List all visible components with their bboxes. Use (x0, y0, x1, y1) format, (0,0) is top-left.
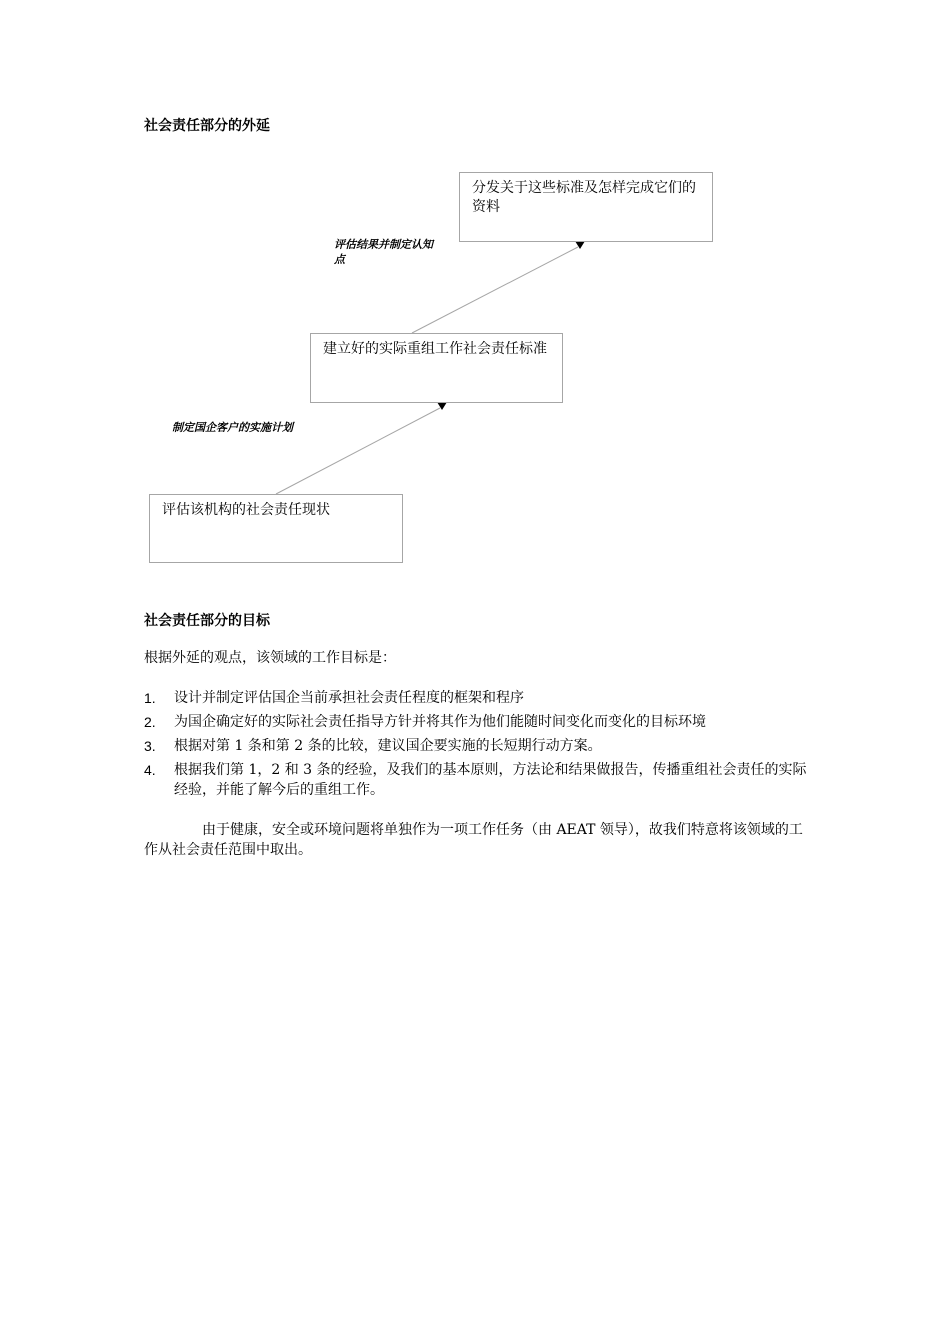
diagram-box-assess-text: 评估该机构的社会责任现状 (162, 502, 330, 518)
goal-item-1 (144, 688, 810, 708)
goal-text: 根据我们第 1，2 和 3 条的经验，及我们的基本原则，方法论和结果做报告，传播重组社会责任的实际经验，并能了解今后的重组工作。 (174, 762, 807, 798)
goal-number: 4. (144, 762, 156, 778)
section-heading-goals: 社会责任部分的目标 (144, 613, 270, 629)
diagram-box-assess (149, 494, 403, 563)
goal-item-4 (144, 760, 810, 800)
section-heading-scope: 社会责任部分的外延 (144, 118, 270, 134)
goal-number: 2. (144, 714, 156, 730)
goal-text: 设计并制定评估国企当前承担社会责任程度的框架和程序 (174, 690, 524, 706)
diagram-connectors (0, 0, 950, 600)
goal-number: 1. (144, 690, 156, 706)
goals-intro: 根据外延的观点，该领域的工作目标是： (144, 650, 396, 666)
goals-list (144, 688, 810, 804)
goal-text: 为国企确定好的实际社会责任指导方针并将其作为他们能随时间变化而变化的目标环境 (174, 714, 706, 730)
diagram-box-distribute (459, 172, 713, 242)
diagram-box-standards (310, 333, 563, 403)
goal-item-2 (144, 712, 810, 732)
closing-paragraph: 由于健康，安全或环境问题将单独作为一项工作任务（由 AEAT 领导），故我们特意将该领域的工作从社会责任范围中取出。 (144, 822, 803, 858)
connector-lower-line (276, 408, 440, 494)
arrow-label-plan: 制定国企客户的实施计划 (172, 421, 293, 434)
goal-text: 根据对第 1 条和第 2 条的比较，建议国企要实施的长短期行动方案。 (174, 738, 602, 754)
goal-item-3 (144, 736, 810, 756)
arrow-label-evaluate: 评估结果并制定认知点 (334, 238, 433, 266)
diagram-box-standards-text: 建立好的实际重组工作社会责任标准 (323, 341, 547, 357)
diagram-box-distribute-text: 分发关于这些标准及怎样完成它们的资料 (472, 180, 696, 215)
goal-number: 3. (144, 738, 156, 754)
